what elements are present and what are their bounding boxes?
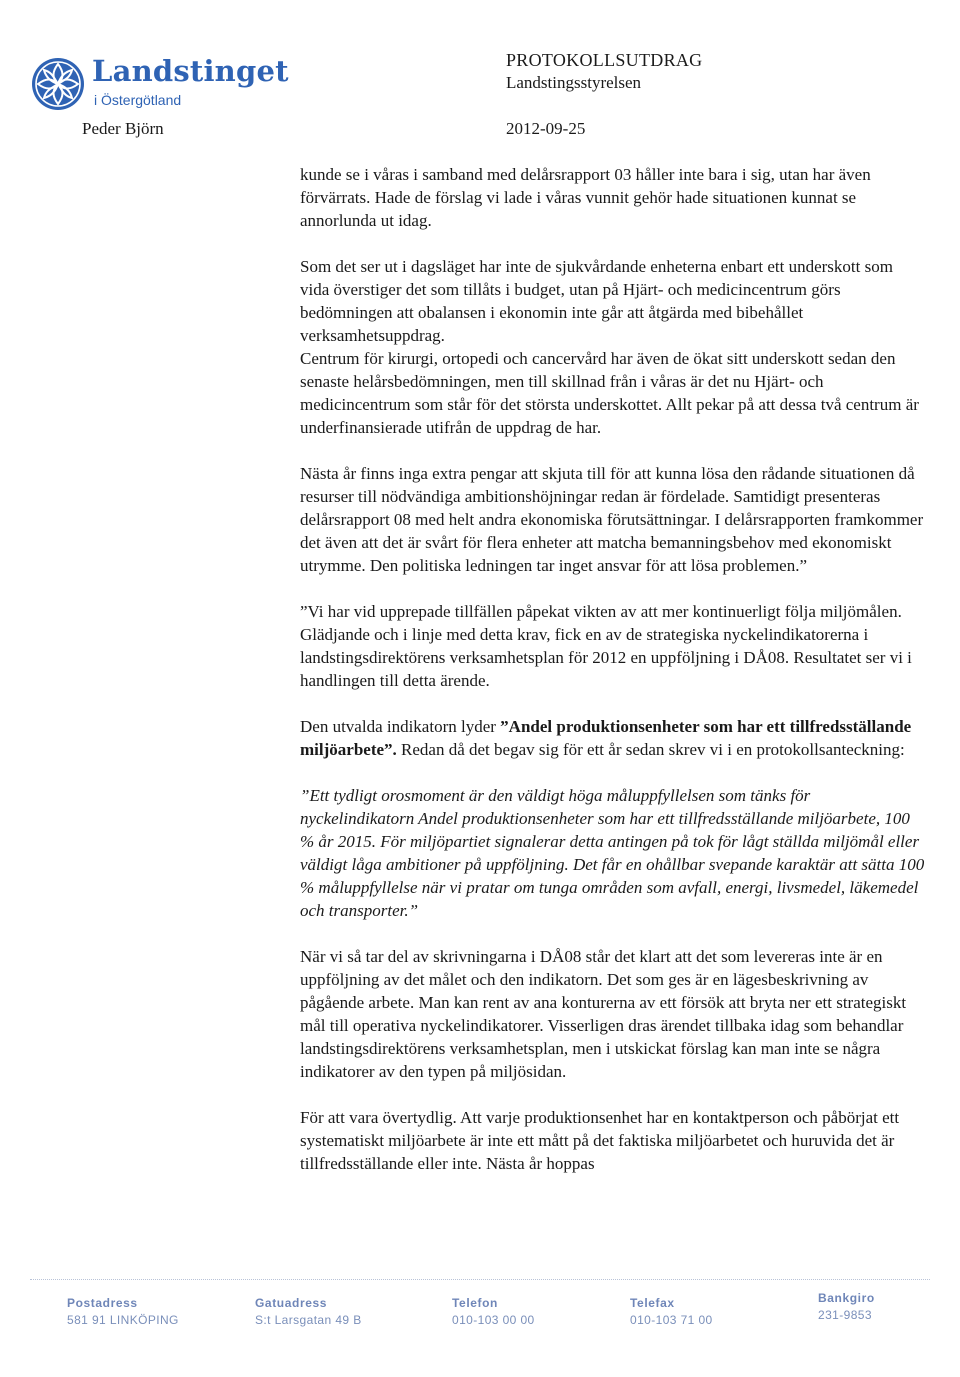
paragraph-continuation: kunde se i våras i samband med delårsrapport 03 håller inte bara i sig, utan har även förvärrats. Hade de förslag vi lade i våras vunnit gehör hade situationen kunnat se annorlunda ut idag. [300, 165, 871, 230]
footer-value: 231-9853 [818, 1308, 872, 1322]
footer-bankgiro [818, 1291, 875, 1322]
protocol-quote: ”Ett tydligt orosmoment är den väldigt höga måluppfyllelsen som tänks för nyckelindikatorn Andel produktionsenheter som har ett tillfredsställande miljöarbete, 100 % år 2015. För miljöpartiet signalerar detta antingen på tok för lågt ställda miljömål eller väldigt låga ambitioner på uppföljning. Det får en ohållbar svepande karaktär att sätta 100 % måluppfyllelse när vi pratar om tunga områden som avfall, energi, livsmedel, läkemedel och transporter.” [300, 786, 925, 920]
document-body [300, 163, 925, 1175]
footer-postal [67, 1296, 179, 1327]
footer-label: Postadress [67, 1296, 138, 1310]
document-date: 2012-09-25 [506, 119, 586, 138]
footer-divider [30, 1279, 930, 1280]
footer-label: Telefax [630, 1296, 675, 1310]
board-name: Landstingsstyrelsen [506, 73, 642, 92]
footer-street [255, 1296, 362, 1327]
paragraph-da08: När vi så tar del av skrivningarna i DÅ08 står det klart att det som levereras inte är en uppföljning av det målet och den indikatorn. Det som ges är en lägesbeskrivning av pågående arbete. Man kan rent av ana konturerna av ett försök att bryta ner ett strategiskt mål till operativa nyckelindikatorer. Visserligen dras ärendet tillbaka idag som behandlar landstingsdirektörens verksamhetsplan, men i utskickat förslag kan man inte se några indikatorer av den typen på miljösidan. [300, 947, 907, 1081]
logo-name: Landstinget [92, 54, 289, 88]
footer-label: Bankgiro [818, 1291, 875, 1305]
logo [30, 50, 289, 120]
footer-value: 010-103 00 00 [452, 1313, 535, 1327]
footer-value: S:t Larsgatan 49 B [255, 1313, 362, 1327]
paragraph-centrum: Centrum för kirurgi, ortopedi och cancervård har även de ökat sitt underskott sedan den senaste helårsbedömningen, men till skillnad från i våras är det nu Hjärt- och medicincentrum som står för det största underskottet. Allt pekar på att dessa två centrum är underfinansierade utifrån de uppdrag de har. [300, 349, 919, 437]
indicator-name: ”Andel produktionsenheter som har ett tillfredsställande miljöarbete”. [300, 717, 912, 759]
paragraph-next-year: Nästa år finns inga extra pengar att skjuta till för att kunna lösa den rådande situationen då resurser till nödvändiga ambitionshöjningar redan är fördelade. Samtidigt presenteras delårsrapport 08 med helt andra ekonomiska förutsättningar. I delårsrapporten framkommer det även att det är svårt för flera enheter att matcha bemanningsbehov med ekonomiskt utrymme. Den politiska ledningen tar inget ansvar för att lösa problemen.” [300, 464, 924, 575]
paragraph-situation: Som det ser ut i dagsläget har inte de sjukvårdande enheterna enbart ett underskott som vida överstiger det som tillåts i budget, utan på Hjärt- och medicincentrum görs bedömningen att obalansen i ekonomin inte går att åtgärda med bibehållet verksamhetsuppdrag. [300, 257, 893, 345]
footer-value: 581 91 LINKÖPING [67, 1313, 179, 1327]
footer-label: Telefon [452, 1296, 498, 1310]
document-type: PROTOKOLLSUTDRAG [506, 50, 703, 70]
indicator-intro: Den utvalda indikatorn lyder [300, 717, 501, 736]
indicator-outro: Redan då det begav sig för ett år sedan skrev vi i en protokollsanteckning: [396, 740, 905, 759]
landstinget-emblem-icon [30, 56, 86, 112]
footer-fax [630, 1296, 713, 1327]
logo-region: i Östergötland [94, 92, 182, 108]
author-name: Peder Björn [82, 119, 164, 138]
footer-label: Gatuadress [255, 1296, 328, 1310]
paragraph-clarity: För att vara övertydlig. Att varje produktionsenhet har en kontaktperson och påbörjat ett systematiskt miljöarbete är inte ett mått på det faktiska miljöarbetet och huruvida det är tillfredsställande eller inte. Nästa år hoppas [300, 1108, 900, 1173]
paragraph-indicator [300, 715, 925, 761]
footer-value: 010-103 71 00 [630, 1313, 713, 1327]
paragraph-environment-goals: ”Vi har vid upprepade tillfällen påpekat vikten av att mer kontinuerligt följa miljömålen. Glädjande och i linje med detta krav, fick en av de strategiska nyckelindikatorerna i landstingsdirektörens verksamhetsplan för 2012 en uppföljning i DÅ08. Resultatet ser vi i handlingen till detta ärende. [300, 602, 912, 690]
footer-phone [452, 1296, 535, 1327]
